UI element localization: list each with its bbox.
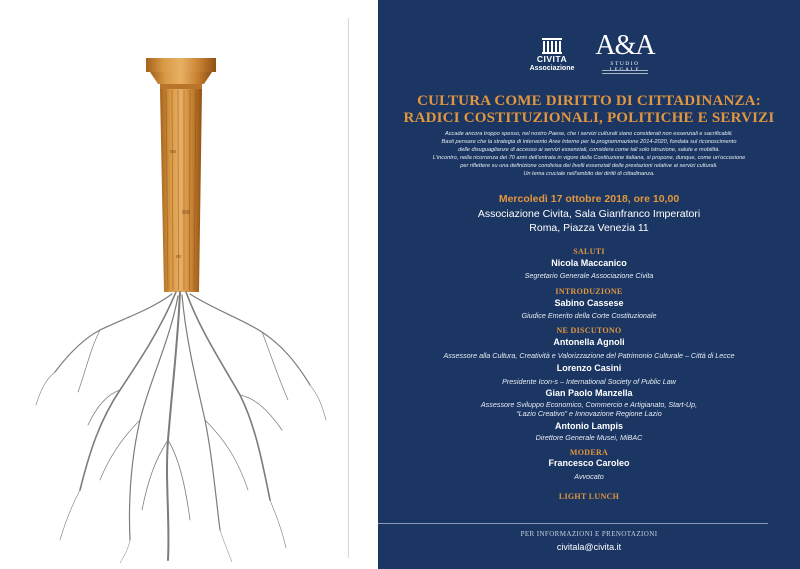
speaker-name: Antonio Lampis xyxy=(555,421,623,431)
event-venue xyxy=(388,207,790,235)
left-panel xyxy=(0,0,378,569)
intro-line: Basti pensare che la strategia di intervento Aree Interne per la programmazione 2014-2020, fondata sul riconoscimento xyxy=(441,139,737,145)
footer-divider xyxy=(378,523,768,524)
speaker-role: Assessore Sviluppo Economico, Commercio e Artigianato, Start-Up, xyxy=(480,400,698,409)
civita-building-icon xyxy=(540,34,564,54)
speaker-name: Lorenzo Casini xyxy=(556,363,622,373)
intro-paragraph xyxy=(408,130,770,178)
intro-line: L'incontro, nella ricorrenza dei 70 anni dell'entrata in vigore della Costituzione italiana, si propone, dunque, come un'occasione xyxy=(432,155,746,161)
section-saluti: SALUTI xyxy=(573,247,605,256)
speaker-role: Giudice Emerito della Corte Costituzionale xyxy=(521,311,657,320)
event-title xyxy=(388,93,790,127)
info-label: PER INFORMAZIONI E PRENOTAZIONI xyxy=(520,530,658,538)
speaker-role: Presidente Icon-s – International Society of Public Law xyxy=(502,377,676,386)
venue-line2: Roma, Piazza Venezia 11 xyxy=(529,222,649,234)
studio-legale-fineprint xyxy=(602,70,648,75)
studio-legale-monogram: A&A xyxy=(595,30,655,61)
speaker-name: Nicola Maccanico xyxy=(551,258,627,268)
contact-email-link[interactable]: civitala@civita.it xyxy=(556,542,622,552)
event-date: Mercoledì 17 ottobre 2018, ore 10,00 xyxy=(498,193,680,205)
fold-line xyxy=(348,18,349,558)
speaker-name: Francesco Caroleo xyxy=(548,458,630,468)
event-title-line2: RADICI COSTITUZIONALI, POLITICHE E SERVIZI xyxy=(403,110,775,126)
column-with-roots-illustration xyxy=(0,0,378,569)
speaker-role: Segretario Generale Associazione Civita xyxy=(524,271,654,280)
civita-logo xyxy=(526,34,578,80)
speaker-role-continued: “Lazio Creativo” e Innovazione Regione Lazio xyxy=(516,409,662,418)
studio-legale-label: STUDIO xyxy=(610,61,640,67)
civita-logo-name: CIVITA xyxy=(536,54,568,64)
speaker-role: Direttore Generale Musei, MiBAC xyxy=(535,433,643,442)
civita-logo-sub: Associazione xyxy=(529,65,575,72)
intro-line: Accade ancora troppo spesso, nel nostro Paese, che i servizi culturali siano considerati non essenziali e sacrificabili. xyxy=(445,131,733,137)
intro-line: Un tema cruciale nell'ambito dei diritti di cittadinanza. xyxy=(523,171,655,177)
venue-line1: Associazione Civita, Sala Gianfranco Imperatori xyxy=(477,208,701,220)
speaker-role: Assessore alla Cultura, Creatività e Valorizzazione del Patrimonio Culturale – Città di Lecce xyxy=(443,351,735,360)
speaker-name: Sabino Cassese xyxy=(554,298,624,308)
light-lunch: LIGHT LUNCH xyxy=(558,492,620,501)
intro-line: delle disuguaglianze di accesso ai servizi essenziali, considera come tali solo istruzione, salute e mobilità. xyxy=(458,147,720,153)
section-ne-discutono: NE DISCUTONO xyxy=(556,326,622,335)
speaker-name: Gian Paolo Manzella xyxy=(545,388,633,398)
section-introduzione: INTRODUZIONE xyxy=(555,287,623,296)
event-title-line1: CULTURA COME DIRITTO DI CITTADINANZA: xyxy=(417,93,761,109)
speaker-name: Antonella Agnoli xyxy=(553,337,625,347)
invitation-panel xyxy=(378,0,800,569)
speaker-role: Avvocato xyxy=(574,472,604,481)
section-modera: MODERA xyxy=(569,448,609,457)
intro-line: per riflettere su una definizione condivisa dei livelli essenziali delle prestazioni relative ai servizi culturali. xyxy=(460,163,718,169)
studio-legale-logo xyxy=(594,32,656,80)
